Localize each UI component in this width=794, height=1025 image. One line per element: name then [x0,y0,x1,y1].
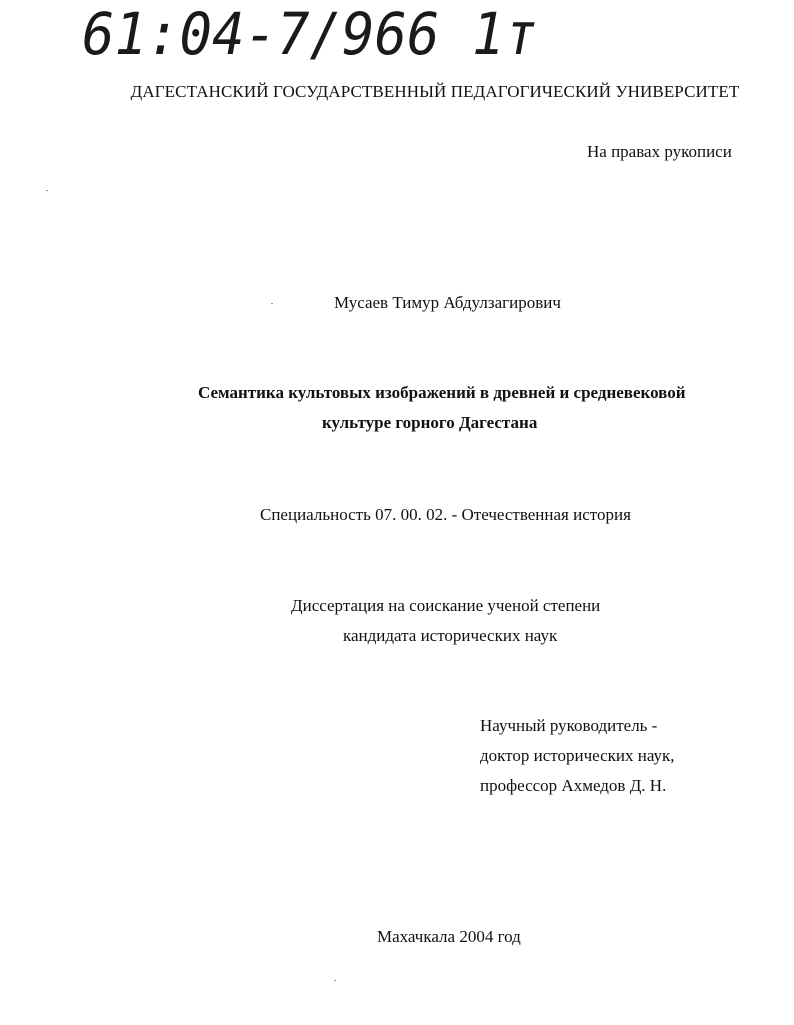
supervisor-line-2: доктор исторических наук, [480,746,675,765]
supervisor-line-3: профессор Ахмедов Д. Н. [480,776,667,795]
scan-speck [334,980,336,981]
title-line-2: культуре горного Дагестана [322,413,538,432]
degree-line-1: Диссертация на соискание ученой степени [291,596,601,615]
specialty: Специальность 07. 00. 02. - Отечественная история [260,505,631,524]
author-name: Мусаев Тимур Абдулзагирович [334,293,561,312]
scan-speck [46,190,48,191]
archive-code-text: 61:04-7/966 1т [82,0,537,68]
supervisor-line-1: Научный руководитель - [480,716,658,735]
city-year: Махачкала 2004 год [377,927,521,946]
university-name: ДАГЕСТАНСКИЙ ГОСУДАРСТВЕННЫЙ ПЕДАГОГИЧЕСКИЙ УНИВЕРСИТЕТ [130,82,740,101]
degree-line-2: кандидата исторических наук [343,626,558,645]
scan-speck [271,303,273,304]
handwritten-archive-code [78,0,548,72]
rights-notice: На правах рукописи [587,142,732,161]
title-line-1: Семантика культовых изображений в древней и средневековой [198,383,686,402]
